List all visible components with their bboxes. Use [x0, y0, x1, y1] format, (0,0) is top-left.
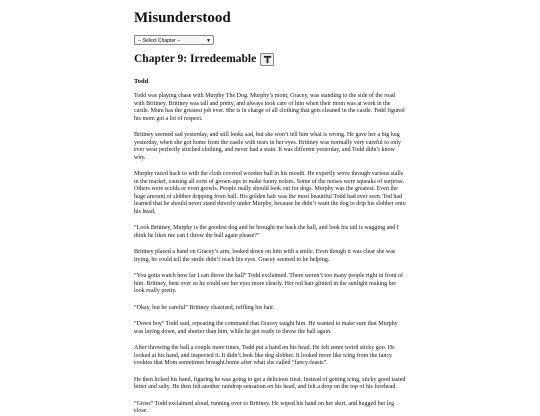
chevron-down-icon: ▼ — [206, 38, 211, 44]
paragraph: Brittney seemed sad yesterday, and still looks sad, but she won’t tell him what is wrong. He gave her a big hug yesterday, when she got home from the castle with tears in her eyes. Brittney was normally very careful to only ever wear perfectly stitched clothing, and never had a stain. It was different yesterday, and Todd didn’t know why. — [134, 132, 402, 161]
paragraph: “Down boy” Todd said, repeating the command that Gracey taught him. He wanted to make sure that Murphy was laying down, and shorter than him, while he got ready to throw the ball again. — [134, 321, 398, 335]
paragraph: After throwing the ball a couple more times, Todd put a hand on his head. He felt some weird sticky goo. He looked at his hand, and inspected it. It didn’t look like dog slobber. It looked more like icing from the fancy cookies that Mom sometimes brought home after what she called “fancy-feasts”. — [134, 345, 395, 366]
chapter-body — [134, 93, 406, 416]
paragraph: “Okay, but be careful” Brittney chastised, ruffling his hair. — [134, 304, 275, 311]
chapter-author: Todd — [134, 78, 149, 85]
paragraph: Brittney placed a hand on Gracey’s arm, looked down on him with a smile. Even though it was clear she was trying, he could tell the smile didn’t reach his eyes. Gracey seemed to be helping. — [134, 249, 396, 263]
chapter-jump-button[interactable] — [260, 53, 274, 66]
chapter-heading — [134, 52, 406, 66]
paragraph: “Look Brittney, Murphy is the goodest dog and he brought me back the ball, and look his tail is wagging and I think he likes me can I throw the ball again please?” — [134, 225, 399, 239]
paragraph: “Gross” Todd exclaimed aloud, running over to Brittney. He wiped his hand on her skirt, and hugged her leg close. — [134, 400, 395, 414]
chapter-title: Chapter 9: Irredeemable — [134, 53, 257, 65]
pin-icon — [263, 55, 272, 64]
paragraph: Todd was playing chase with Murphy The Dog. Murphy’s mom, Gracey, was standing to the side of the road with Brittney. Brittney was tall and pretty, and always took care of him when their mom was at work in the castle. Mum has the greatest job ever. She is in charge of all clothing that gets cleaned in the castle. Todd figured his mom got a lot of respect. — [134, 93, 405, 122]
chapter-select[interactable] — [134, 35, 214, 45]
paragraph: Murphy raced back to with the cloth covered wooden ball in his mouth. He expertly wove through various stalls in the market, causing all sorts of grown-ups to make funny noises. Some of the noises were squeaks of surprise. Others were scolds or even growls. People really should look out for dogs. Murphy was the greatest. Even the huge amount of slobber dripping from ball. His golden hair was the most beautiful Todd had ever seen. Tod had learned that he should never stand directly under Murphy, because he didn’t want the dog to drip his slobber onto his head. — [134, 171, 406, 215]
story-title: Misunderstood — [134, 10, 231, 26]
paragraph: He then licked his hand, figuring he was going to get a delicious treat. Instead of getting icing, sticky good tasted bitter and salty. He then felt another raindrop sensation on his head, and felt a drop on the top of his forehead. — [134, 376, 406, 390]
story-column — [134, 9, 406, 416]
paragraph: “You gotta watch how far I can throw the ball” Todd exclaimed. There weren’t too many people right in front of him. Brittney, bent over so he could see her eyes more clearly. Her red hair glinted in the sunlight making her look really pretty. — [134, 273, 404, 294]
chapter-select-value: -- Select Chapter -- — [138, 38, 181, 44]
